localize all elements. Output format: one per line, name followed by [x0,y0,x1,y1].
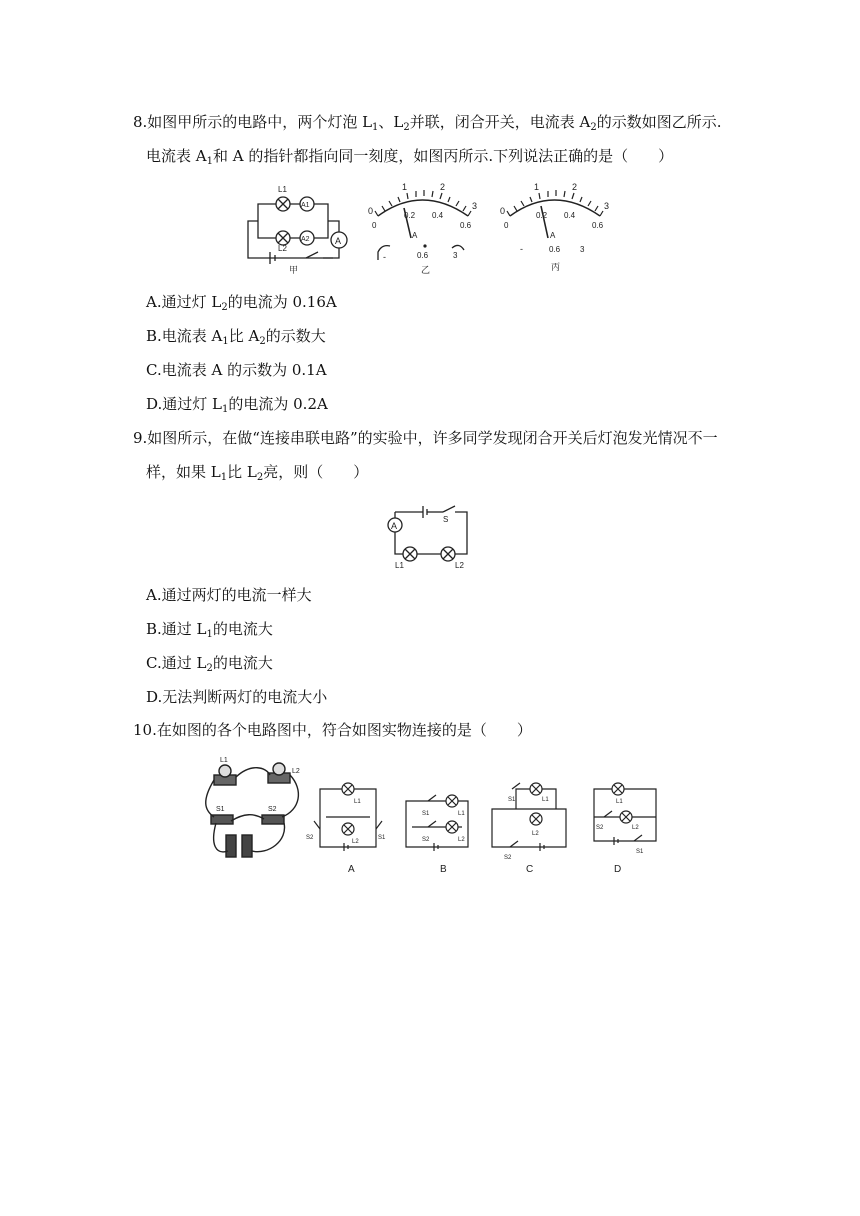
q10-label-d: D [614,864,622,875]
q10-circuit-c [492,783,566,851]
q10-a-s2: S2 [306,835,314,841]
q8-caption-jia: 甲 [289,265,299,275]
q8-ammeter-main: A [335,236,342,246]
q8-bing-bot-3: 0.6 [592,221,604,230]
q9-lamp2-label: L2 [455,561,464,570]
q10-circuit-d [594,783,656,845]
q8-option-a: A.通过灯 $L_2$的电流为 0.16A [146,293,337,313]
q10-b-l2: L2 [458,837,465,843]
q8-yi-bot-3: 0.6 [460,221,472,230]
q10-stem: 10.在如图的各个电路图中，符合如图实物连接的是（ ） [133,721,532,739]
q8-option-b: B.电流表 $A_1$比 $A_2$的示数大 [146,327,326,347]
q10-label-a: A [348,864,355,875]
q10-c-l1: L1 [542,797,549,803]
q9-stem-line2: 样，如果 $L_1$比 $L_2$亮，则（ ） [146,463,369,483]
q8-bing-top-1: 1 [534,182,540,192]
q8-ammeter-bing [496,180,616,275]
q8-bing-term-3: 3 [580,245,585,254]
q8-ammeter-yi [364,180,484,275]
q8-bing-bot-1: 0.2 [536,211,548,220]
q9-option-d: D.无法判断两灯的电流大小 [146,688,328,706]
q8-lamp2-label: L2 [278,244,287,253]
q8-yi-term-3: 3 [453,251,458,260]
q10-b-s1: S1 [422,811,430,817]
q8-yi-bot-0: 0 [372,221,377,230]
q10-d-s2: S2 [596,825,604,831]
q10-c-s1: S1 [508,797,516,803]
q8-yi-term-06: 0.6 [417,251,429,260]
q10-d-l1: L1 [616,799,623,805]
q9-meter-label: A [391,521,398,531]
q9-stem-line1: 9.如图所示，在做“连接串联电路”的实验中，许多同学发现闭合开关后灯泡发光情况不一 [133,429,718,447]
q8-bing-top-2: 2 [572,182,578,192]
q8-bing-top-3: 3 [604,201,610,211]
q10-d-l2: L2 [632,825,639,831]
q10-d-s1: S1 [636,849,644,855]
q8-yi-term-neg: - [383,252,386,262]
q10-circuit-a [314,783,382,851]
q10-phys-l2: L2 [292,768,300,775]
q10-phys-l1: L1 [220,757,228,764]
q10-label-b: B [440,864,447,875]
q10-b-l1: L1 [458,811,465,817]
q8-yi-symbol: A [412,231,418,240]
q8-bing-bot-0: 0 [504,221,509,230]
q8-option-d: D.通过灯 $L_1$的电流为 0.2A [146,395,328,415]
q8-circuit-diagram [238,180,358,275]
q9-option-b: B.通过 $L_1$的电流大 [146,620,273,640]
q10-c-s2: S2 [504,855,512,861]
q8-yi-top-0: 0 [368,206,374,216]
q8-ammeter-a1: A1 [301,202,310,209]
q8-stem-line1: 8.如图甲所示的电路中，两个灯泡 $L_1$、$L_2$并联，闭合开关，电流表 $A_2$的示数如图乙所示. [133,113,722,133]
q8-option-c: C.电流表 A 的示数为 0.1A [146,361,327,379]
q10-label-c: C [526,864,534,875]
q10-a-s1: S1 [378,835,386,841]
q10-a-l2: L2 [352,839,359,845]
q8-bing-bot-2: 0.4 [564,211,576,220]
q9-series-circuit [383,502,473,572]
q8-yi-top-3: 3 [472,201,478,211]
q9-option-a: A.通过两灯的电流一样大 [146,586,312,604]
q8-ammeter-a2: A2 [301,236,310,243]
q8-yi-bot-1: 0.2 [404,211,416,220]
q10-b-s2: S2 [422,837,430,843]
q8-bing-top-0: 0 [500,206,506,216]
q9-option-c: C.通过 $L_2$的电流大 [146,654,273,674]
q8-bing-term-neg: - [520,244,523,254]
q8-caption-bing: 丙 [551,262,561,272]
q8-caption-yi: 乙 [421,265,431,275]
q10-a-l1: L1 [354,799,361,805]
q10-phys-s1: S1 [216,806,225,813]
q10-c-l2: L2 [532,831,539,837]
q8-bing-symbol: A [550,231,556,240]
q9-switch-label: S [443,515,449,524]
q8-lamp1-label: L1 [278,185,287,194]
q9-lamp1-label: L1 [395,561,404,570]
q8-bing-term-06: 0.6 [549,245,561,254]
q8-yi-top-1: 1 [402,182,408,192]
q10-figure [196,755,666,880]
q8-yi-top-2: 2 [440,182,446,192]
q8-yi-bot-2: 0.4 [432,211,444,220]
q10-phys-s2: S2 [268,806,277,813]
q8-stem-line2: 电流表 $A_1$和 A 的指针都指向同一刻度，如图丙所示.下列说法正确的是（ ） [146,147,674,167]
